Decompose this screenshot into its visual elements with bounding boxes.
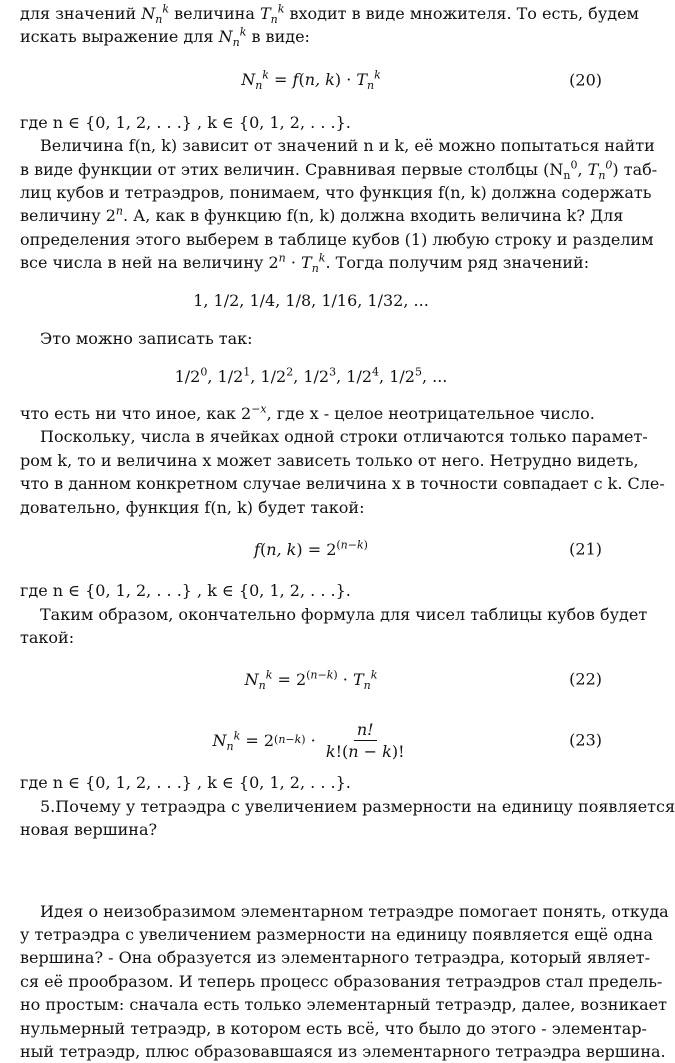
- paragraph-line: нульмерный тетраэдр, в котором есть всё, что было до этого - элементар-: [20, 1018, 647, 1038]
- equation-number-20: (20): [569, 70, 602, 90]
- paragraph-line: ром k, то и величина x может зависеть только от него. Нетрудно видеть,: [20, 450, 639, 470]
- where-clause-3: где n ∈ {0, 1, 2, . . .} , k ∈ {0, 1, 2, . . .}.: [20, 773, 351, 793]
- paragraph-intro-line1: для значений $N_n^k$ величина $T_n^k$ входит в виде множителя. То есть, будем: [20, 2, 639, 27]
- where-clause-2: где n ∈ {0, 1, 2, . . .} , k ∈ {0, 1, 2, . . .}.: [20, 581, 351, 601]
- equation-20: $N_n^k$ = f ( n, k ) · $T_n^k$ (20): [241, 68, 602, 93]
- paragraph-line: довательно, функция f(n, k) будет такой:: [20, 497, 365, 517]
- equation-number-22: (22): [569, 669, 602, 689]
- paragraph-line: что в данном конкретном случае величина x в точности совпадает с k. Сле-: [20, 474, 665, 494]
- paragraph-line: величину 2$^n$. А, как в функцию f(n, k) должна входить величина k? Для: [20, 205, 624, 226]
- question-heading-line: новая вершина?: [20, 820, 158, 840]
- paragraph-line: Поскольку, числа в ячейках одной строки отличаются только парамет-: [40, 427, 648, 447]
- paragraph-line: вершина? - Она образуется из элементарного тетраэдра, который являет-: [20, 948, 650, 968]
- paragraph-line: определения этого выберем в таблице кубов (1) любую строку и разделим: [20, 229, 654, 249]
- paragraph-line: но простым: сначала есть только элементарный тетраэдр, далее, возникает: [20, 995, 667, 1015]
- paragraph-line: Идея о неизобразимом элементарном тетраэдре помогает понять, откуда: [40, 901, 669, 921]
- paragraph-line: в виде функции от этих величин. Сравнивая первые столбцы ($N_n^0$, $T_n^0$) таб-: [20, 158, 658, 182]
- paragraph-line: все числа в ней на величину $2^n \cdot T_n^k$. Тогда получим ряд значений:: [20, 251, 590, 276]
- question-heading-line: 5.Почему у тетраэдра с увеличением размерности на единицу появляется: [40, 796, 675, 816]
- paragraph-line: ный тетраэдр, плюс образовавшаяся из элементарного тетраэдра вершина.: [20, 1041, 666, 1061]
- paragraph-line: что есть ни что иное, как $2^{-x}$, где x - целое неотрицательное число.: [20, 402, 595, 424]
- equation-21: f(n, $k) = 2^{(n-k)}$ (21): [254, 538, 602, 559]
- fraction: $\frac{n!}{k!(n - k)!}$: [325, 719, 405, 761]
- paragraph-line: ся её прообразом. И теперь процесс образования тетраэдров стал предель-: [20, 971, 663, 991]
- equation-23: $N_n^k$ = 2 (n−k) · $\frac{n!}{k!(n - k)!}$ (23): [212, 719, 602, 761]
- paragraph-line: такой:: [20, 627, 75, 647]
- paragraph-line: Это можно записать так:: [40, 328, 253, 348]
- equation-number-23: (23): [569, 730, 602, 750]
- paragraph-line: лиц кубов и тетраэдров, понимаем, что функция f(n, k) должна содержать: [20, 183, 652, 203]
- paragraph-line: у тетраэдра с увеличением размерности на единицу появляется ещё одна: [20, 924, 653, 944]
- paragraph-intro-line2: искать выражение для $N_n^k$ в виде:: [20, 26, 310, 50]
- page-content: [20, 0, 675, 1063]
- paragraph-line: Таким образом, окончательно формула для чисел таблицы кубов будет: [40, 604, 648, 624]
- equation-22: $N_n^k = 2^{(n-k)} \cdot T_n^k$ (22): [244, 668, 602, 692]
- series-powers-display: $1/2^0$, $1/2^1$, $1/2^2$, $1/2^3$, $1/2^4$, $1/2^5$, ...: [174, 365, 448, 386]
- equation-number-21: (21): [569, 539, 602, 559]
- series-display: 1, 1/2, 1/4, 1/8, 1/16, 1/32, ...: [193, 291, 429, 311]
- paragraph-line: Величина f(n, k) зависит от значений n и k, её можно попытаться найти: [40, 136, 655, 156]
- where-clause-1: где n ∈ {0, 1, 2, . . .} , k ∈ {0, 1, 2, . . .}.: [20, 112, 351, 132]
